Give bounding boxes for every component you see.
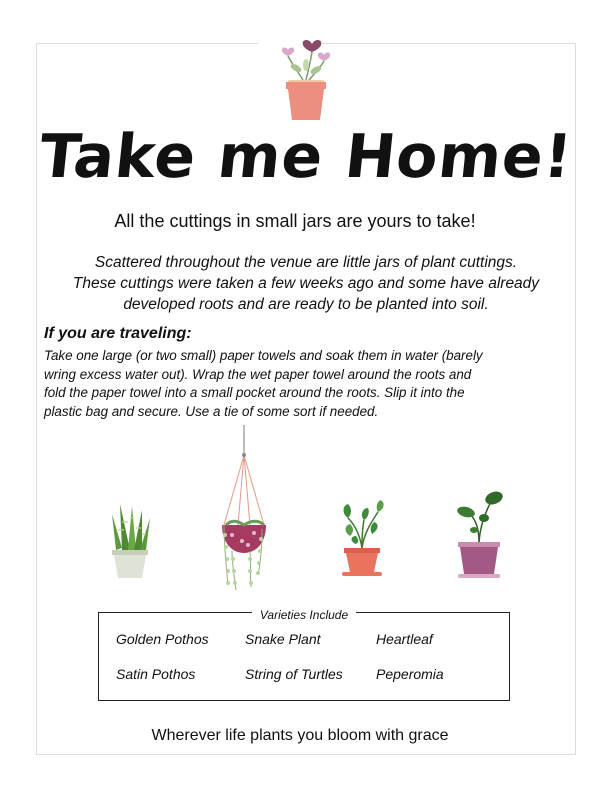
hanging-plant-icon	[218, 425, 270, 595]
variety-item: Golden Pothos	[116, 631, 209, 647]
variety-item: Snake Plant	[245, 631, 321, 647]
travel-instructions	[44, 347, 572, 421]
varieties-box	[98, 608, 510, 701]
intro-paragraph	[42, 252, 570, 315]
page-title: Take me Home!	[35, 122, 577, 192]
variety-item: Peperomia	[376, 666, 444, 682]
travel-line: plastic bag and secure. Use a tie of some sort if needed.	[44, 403, 379, 419]
peperomia-plant-icon	[454, 490, 504, 580]
variety-item: Satin Pothos	[116, 666, 196, 682]
travel-line: Take one large (or two small) paper towels and soak them in water (barely	[44, 348, 483, 363]
varieties-heading: Varieties Include	[252, 608, 356, 622]
footer-tagline: Wherever life plants you bloom with grace	[151, 727, 449, 744]
travel-line: wring excess water out). Wrap the wet paper towel around the roots and	[44, 366, 472, 382]
travel-line: fold the paper towel into a small pocket around the roots. Slip it into the	[44, 385, 465, 400]
snake-plant-icon	[106, 500, 154, 580]
variety-item: String of Turtles	[245, 666, 343, 682]
heartleaf-plant-icon	[338, 500, 386, 580]
intro-line: developed roots and are ready to be planted into soil.	[123, 296, 489, 313]
intro-line: Scattered throughout the venue are little jars of plant cuttings.	[94, 254, 518, 271]
subtitle: All the cuttings in small jars are yours to take!	[114, 211, 476, 231]
intro-line: These cuttings were taken a few weeks ago and some have already	[72, 275, 540, 292]
variety-item: Heartleaf	[376, 631, 433, 647]
potted-plant-hearts-icon	[276, 30, 336, 122]
travel-heading: If you are traveling:	[44, 325, 192, 342]
